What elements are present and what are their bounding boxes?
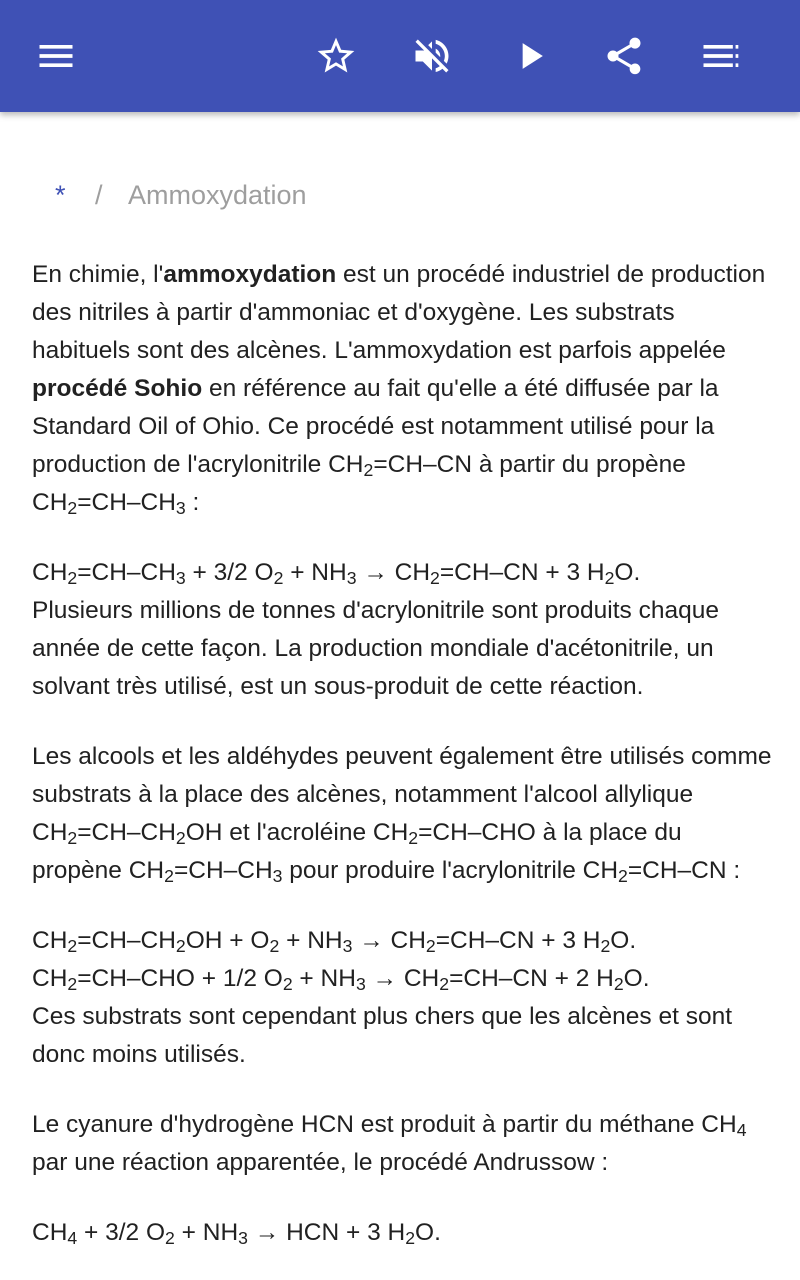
formula-acrylonitrile: $CH_2=CH-CN$ [582,857,727,886]
formula-acrolein: $CH_2=CH$–CHO [372,819,536,848]
article-content [0,112,800,1280]
equation-andrussow: $CH_4 + 3/2$ $O_2 + NH_3$ → HCN + 3 $H_2O$. [32,1219,441,1248]
text: : [185,489,200,516]
text: en référence au fait qu'elle a été diffusée par la Standard Oil of Ohio. Ce procédé est notamment utilisé pour la production de l'acrylonitrile [32,375,719,478]
paragraph-andrussow [32,1106,772,1182]
reading-list-button[interactable] [692,28,748,84]
mute-button[interactable] [404,28,460,84]
formula-methane: $CH_4$ [701,1111,747,1140]
share-icon [602,34,646,78]
text: est un procédé industriel de production des nitriles à partir d'ammoniac et d'oxygène. Les substrats habituels sont des alcènes. L'ammoxydation est parfois appelée [32,261,766,364]
paragraph-intro [32,256,772,522]
bold-term-sohio: procédé Sohio [32,375,203,402]
breadcrumb-separator: / [95,180,103,210]
breadcrumb-home-link[interactable]: * [55,180,66,210]
equation-allyl-alcohol: $CH_2=CH-CH_2OH + O_2 + NH_3 \to CH_2=CH-CN + 3$ $H_2O$. [32,927,637,956]
formula-allyl-alcohol: $CH_2=CH-CH_2OH$ [32,819,223,848]
text: En chimie, l' [32,261,164,288]
text: : [726,857,741,884]
breadcrumb-current-page: Ammoxydation [128,180,307,210]
paragraph-alcohol-reactions [32,922,772,1074]
text: et l'acroléine [222,819,373,846]
text: Les alcools et les aldéhydes peuvent également être utilisés comme substrats à la place des alcènes, notamment l'alcool allylique [32,743,772,808]
text: à partir du propène [472,451,686,478]
share-button[interactable] [596,28,652,84]
text: par une réaction apparentée, le procédé Andrussow : [32,1149,609,1176]
menu-button[interactable] [28,28,84,84]
play-button[interactable] [502,28,558,84]
formula-acrylonitrile: $CH_2=CH-CN$ [328,451,473,480]
article-body [32,256,772,1280]
volume-off-icon [410,34,454,78]
equation-acrolein: $CH_2=CH$–CHO + 1/2 $O_2 + NH_3 \to CH_2=CH-CN + 2$ $H_2O$. [32,965,650,994]
equation-propene: $CH_2=CH-CH_3 + 3/2$ $O_2 + NH_3 \to CH_2=CH-CN + 3$ $H_2O$. [32,559,641,588]
text: Le cyanure d'hydrogène HCN est produit à partir du méthane [32,1111,702,1138]
formula-propene: $CH_2=CH-CH_3$ [128,857,283,886]
playlist-icon [698,34,742,78]
formula-propene: $CH_2=CH-CH_3$ [32,489,186,518]
text: pour produire l'acrylonitrile [282,857,583,884]
breadcrumb [55,180,307,211]
hamburger-menu-icon [34,34,78,78]
bold-term-ammoxydation: ammoxydation [163,261,337,288]
play-icon [508,34,552,78]
text: Ces substrats sont cependant plus chers que les alcènes et sont donc moins utilisés. [32,1003,733,1068]
text: Plusieurs millions de tonnes d'acrylonitrile sont produits chaque année de cette façon. La production mondiale d'acétonitrile, un solvant très utilisé, est un sous-produit de cette réaction. [32,597,719,700]
app-toolbar [0,0,800,112]
paragraph-propene-reaction [32,554,772,706]
favorite-button[interactable] [308,28,364,84]
paragraph-andrussow-equation [32,1214,772,1252]
star-outline-icon [314,34,358,78]
paragraph-alcohols [32,738,772,890]
text: à la place du propène [32,819,682,884]
